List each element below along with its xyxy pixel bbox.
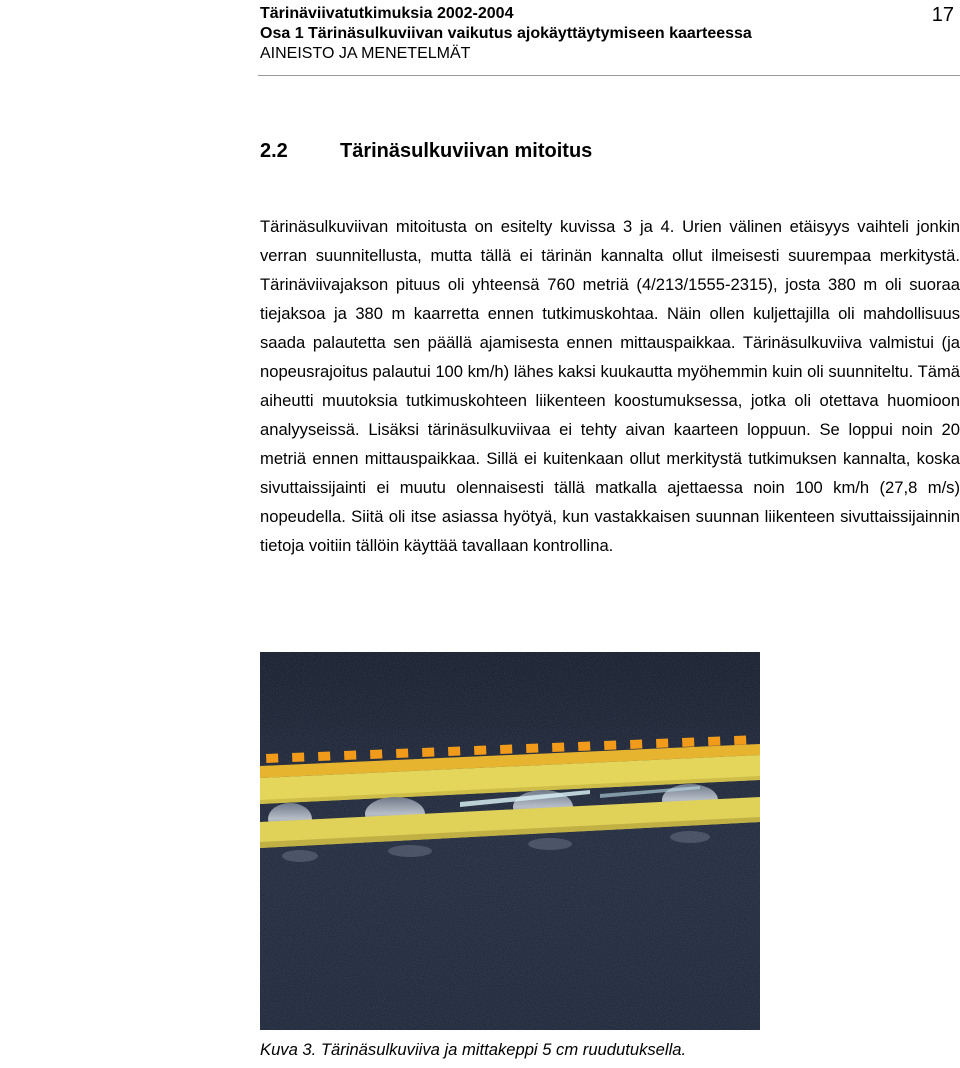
section-number: 2.2 bbox=[260, 140, 288, 162]
figure-caption: Kuva 3. Tärinäsulkuviiva ja mittakeppi 5 cm ruudutuksella. bbox=[260, 1040, 687, 1059]
header-series-title: Tärinäviivatutkimuksia 2002-2004 bbox=[260, 5, 514, 22]
page-number: 17 bbox=[931, 4, 954, 26]
running-header bbox=[260, 4, 960, 64]
section-title: Tärinäsulkuviivan mitoitus bbox=[340, 140, 593, 162]
section-heading bbox=[260, 140, 592, 163]
header-part-title: Osa 1 Tärinäsulkuviivan vaikutus ajokäyttäytymiseen kaarteessa bbox=[260, 25, 752, 42]
header-chapter: AINEISTO JA MENETELMÄT bbox=[260, 45, 471, 62]
rumble-strip-photo bbox=[260, 652, 760, 1030]
figure-photo bbox=[260, 652, 760, 1030]
body-paragraph: Tärinäsulkuviivan mitoitusta on esitelty kuvissa 3 ja 4. Urien välinen etäisyys vaihteli jonkin verran suunnitellusta, mutta tällä ei tärinän kannalta ollut ilmeisesti suurempaa merkitystä. Tärinäviivajakson pituus oli yhteensä 760 metriä (4/213/1555-2315), josta 380 m oli suoraa tiejaksoa ja 380 m kaarretta ennen tutkimuskohtaa. Näin ollen kuljettajilla oli mahdollisuus saada palautetta sen päällä ajamisesta ennen mittauspaikkaa. Tärinäsulkuviiva valmistui (ja nopeusrajoitus palautui 100 km/h) lähes kaksi kuukautta myöhemmin kuin oli suunniteltu. Tämä aiheutti muutoksia tutkimuskohteen liikenteen koostumuksessa, jotka oli otettava huomioon analyyseissä. Lisäksi tärinäsulkuviivaa ei tehty aivan kaarteen loppuun. Se loppui noin 20 metriä ennen mittauspaikkaa. Sillä ei kuitenkaan ollut merkitystä tutkimuksen kannalta, koska sivuttaissijainti ei muutu olennaisesti tällä matkalla ajettaessa noin 100 km/h (27,8 m/s) nopeudella. Siitä oli itse asiassa hyötyä, kun vastakkaisen suunnan liikenteen sivuttaissijainnin tietoja voitiin tällöin käyttää tavallaan kontrollina. bbox=[260, 217, 960, 555]
header-divider bbox=[258, 75, 960, 76]
